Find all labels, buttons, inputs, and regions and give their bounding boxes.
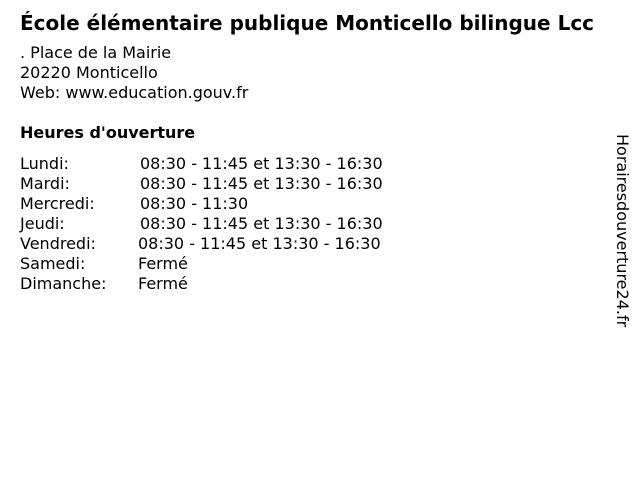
day-label: Lundi: <box>20 154 69 173</box>
time-value: 08:30 - 11:45 et 13:30 - 16:30 <box>140 214 383 233</box>
time-value: 08:30 - 11:45 et 13:30 - 16:30 <box>140 154 383 173</box>
day-label: Vendredi: <box>20 234 96 253</box>
time-value: Fermé <box>138 254 188 273</box>
time-value: Fermé <box>138 274 188 293</box>
address-city: 20220 Monticello <box>20 63 158 82</box>
time-value: 08:30 - 11:30 <box>140 194 249 213</box>
address-street: . Place de la Mairie <box>20 43 172 62</box>
day-label: Samedi: <box>20 254 86 273</box>
watermark-text: Horairesdouverture24.fr <box>613 134 632 328</box>
time-value: 08:30 - 11:45 et 13:30 - 16:30 <box>140 174 383 193</box>
opening-hours-heading: Heures d'ouverture <box>20 123 196 142</box>
day-label: Jeudi: <box>20 214 65 233</box>
page-title: École élémentaire publique Monticello bilingue Lcc <box>20 11 595 35</box>
day-label: Mercredi: <box>20 194 95 213</box>
time-value: 08:30 - 11:45 et 13:30 - 16:30 <box>138 234 381 253</box>
address-block <box>20 43 248 103</box>
website-text: Web: www.education.gouv.fr <box>20 83 249 102</box>
day-label: Dimanche: <box>20 274 107 293</box>
day-label: Mardi: <box>20 174 70 193</box>
